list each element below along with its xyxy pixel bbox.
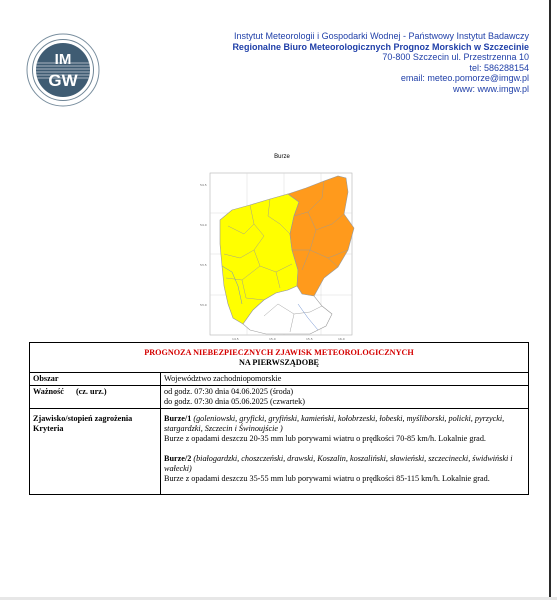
criteria-label: Kryteria <box>33 424 64 433</box>
map-region-level2 <box>288 176 354 296</box>
forecast-title: PROGNOZA NIEBEZPIECZNYCH ZJAWISK METEOROLOGICZNYCH <box>144 348 414 357</box>
forecast-title-cell <box>30 343 529 373</box>
level1-counties: (goleniowski, gryficki, gryfiński, kamieński, kołobrzeski, łobeski, myśliborski, policki, pyrzycki, stargardzki, Szczecin i Świnoujście ) <box>164 414 505 433</box>
level1-description: Burze z opadami deszczu 20-35 mm lub porywami wiatru o prędkości 70-85 km/h. Lokalnie grad. <box>164 434 486 443</box>
institute-name: Instytut Meteorologii i Gospodarki Wodnej - Państwowy Instytut Badawczy <box>234 31 529 41</box>
area-value-cell <box>161 373 529 386</box>
phenomenon-label-cell <box>30 409 161 495</box>
validity-label-note: (cz. urz.) <box>75 387 107 396</box>
svg-text:54.0: 54.0 <box>200 223 207 227</box>
imgw-logo <box>26 33 100 107</box>
logo-text-bottom: GW <box>48 71 78 90</box>
forecast-subtitle: NA PIERWSZĄDOBĘ <box>238 358 319 367</box>
svg-text:53.0: 53.0 <box>200 303 207 307</box>
institute-header <box>232 31 529 95</box>
validity-from: od godz. 07:30 dnia 04.06.2025 (środa) <box>164 387 294 396</box>
svg-text:15.0: 15.0 <box>269 337 276 341</box>
validity-value-cell <box>161 386 529 409</box>
level2-description: Burze z opadami deszczu 35-55 mm lub porywami wiatru o prędkości 85-115 km/h. Lokalnie grad. <box>164 474 490 483</box>
svg-text:15.5: 15.5 <box>306 337 313 341</box>
page-edge <box>549 0 551 600</box>
svg-text:54.5: 54.5 <box>200 183 207 187</box>
area-value: Województwo zachodniopomorskie <box>164 374 282 383</box>
phenomenon-label: Zjawisko/stopień zagrożenia <box>33 414 133 423</box>
svg-text:53.5: 53.5 <box>200 263 207 267</box>
forecast-table <box>29 342 529 495</box>
validity-label-cell <box>30 386 161 409</box>
office-email: email: meteo.pomorze@imgw.pl <box>400 73 529 84</box>
area-label: Obszar <box>33 374 59 383</box>
level2-name: Burze/2 <box>164 454 192 463</box>
svg-text:14.5: 14.5 <box>232 337 239 341</box>
level2-counties: (białogardzki, choszczeński, drawski, Koszalin, koszaliński, sławieński, szczecinecki, świdwiński i wałecki) <box>164 454 513 473</box>
area-label-cell <box>30 373 161 386</box>
map-title: Burze <box>274 154 290 160</box>
office-name: Regionalne Biuro Meteorologicznych Prognoz Morskich w Szczecinie <box>232 41 529 52</box>
map-figure <box>198 154 366 342</box>
warning-map <box>198 154 366 342</box>
logo-text-top: IM <box>54 51 72 68</box>
office-phone: tel: 586288154 <box>469 62 529 73</box>
phenomenon-value-cell <box>161 409 529 495</box>
svg-text:16.0: 16.0 <box>338 337 345 341</box>
level1-name: Burze/1 <box>164 414 192 423</box>
office-website: www: www.imgw.pl <box>452 83 529 94</box>
office-address: 70-800 Szczecin ul. Przestrzenna 10 <box>382 52 529 63</box>
validity-label: Ważność <box>33 387 64 396</box>
validity-to: do godz. 07:30 dnia 05.06.2025 (czwartek) <box>164 397 305 406</box>
